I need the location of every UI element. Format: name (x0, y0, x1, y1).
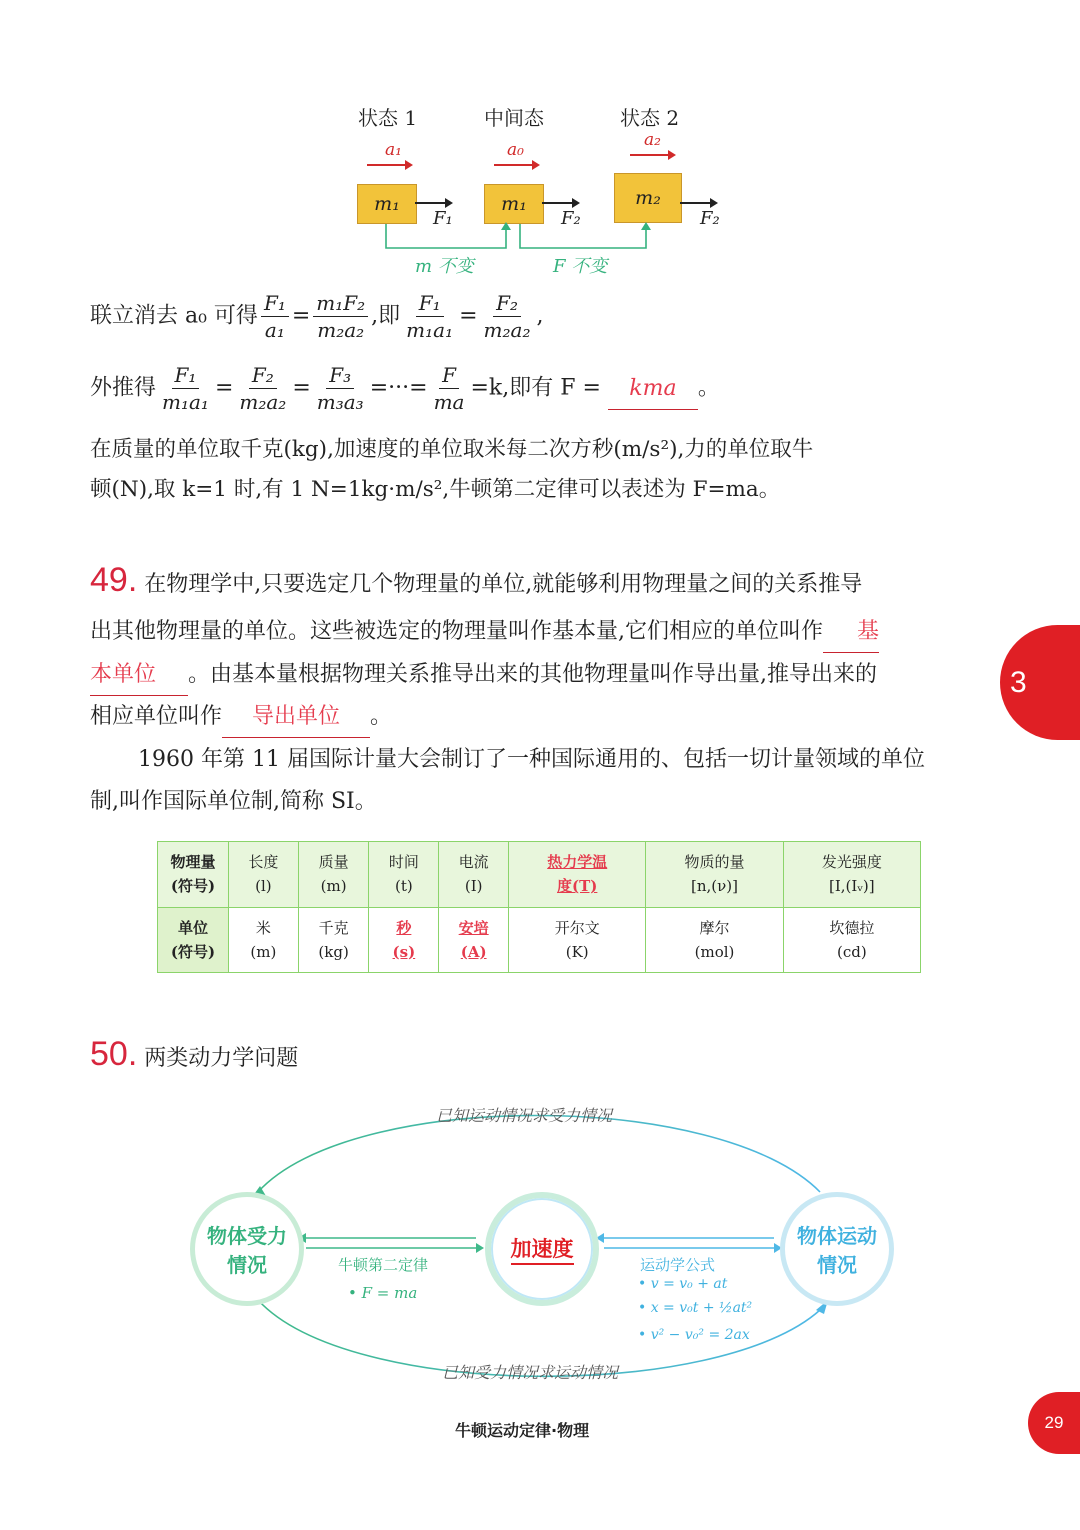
q49-para2-line-2: 制,叫作国际单位制,简称 SI。 (90, 789, 377, 814)
row-header-quantity: 物理量 (符号) (158, 842, 229, 908)
table-cell: 发光强度 [I,(Iᵥ)] (783, 842, 920, 908)
force-circle-line-2: 情况 (227, 1253, 267, 1277)
table-cell: 米 (m) (229, 907, 299, 973)
derivation-prefix-2: 外推得 (90, 375, 157, 401)
m-unchanged-label: m 不变 (415, 256, 474, 277)
derivation-prefix-1: 联立消去 a₀ 可得 (90, 303, 258, 329)
derivation-line-2: 外推得 $\frac{\text{F₁}}{\text{m₁a₁}}$ = $\frac{\text{F₂}}{\text{m₂a₂}}$ = $\frac{\text{F₃}}{\text{m₃a₃}}$ =···= $\frac{F}{ma}$ =k,即有 F = kma 。 (90, 363, 720, 414)
force-circle-line-1: 物体受力 (207, 1224, 287, 1248)
table-cell-filled: 秒 (s) (369, 907, 439, 973)
mass-label: m₁ (374, 193, 400, 215)
acceleration-label: 加速度 (511, 1233, 574, 1265)
mass-label: m₁ (501, 193, 527, 215)
force-situation-circle (190, 1192, 304, 1306)
table-cell: 坎德拉 (cd) (783, 907, 920, 973)
table-cell: 千克 (kg) (298, 907, 369, 973)
q49-line-4 (90, 697, 392, 738)
derivation-suffix: =k,即有 F = (470, 375, 601, 401)
q49-number: 49. (90, 561, 138, 599)
q50-heading (90, 1034, 298, 1079)
table-cell: 开尔文 (K) (509, 907, 646, 973)
top-arc-label: 已知运动情况求受力情况 (436, 1106, 613, 1125)
si-units-table (157, 841, 921, 973)
row-header-unit: 单位 (符号) (158, 907, 229, 973)
table-cell-filled: 热力学温 度(T) (509, 842, 646, 908)
q49-line-1 (90, 560, 862, 605)
motion-circle-line-1: 物体运动 (797, 1224, 877, 1248)
intermediate-state-label: 中间态 (484, 106, 544, 130)
derivation-line-1: 联立消去 a₀ 可得 $\frac{\text{F₁}}{\text{a₁}}$ = $\frac{\text{m₁F₂}}{\text{m₂a₂}}$ ,即 $\frac{\text{F₁}}{\text{m₁a₁}}$ = $\frac{\text{F₂}}{\text{m₂a₂}}$ , (90, 291, 544, 342)
accel-arrow-2 (628, 148, 678, 162)
table-cell: 电流 (I) (439, 842, 509, 908)
table-row (158, 907, 921, 973)
accel-label-2: a₂ (644, 130, 661, 150)
end-mark: 。 (697, 375, 720, 401)
accel-label-0: a₀ (507, 140, 524, 160)
q49-line-2 (90, 612, 879, 653)
derivation-para-2: 顿(N),取 k=1 时,有 1 N=1kg·m/s²,牛顿第二定律可以表述为 F=ma。 (90, 477, 781, 502)
q49-para2-line-1: 1960 年第 11 届国际计量大会制订了一种国际通用的、包括一切计量领域的单位 (138, 747, 925, 772)
block-m2-state2 (614, 173, 682, 223)
q49-text-3: 。由基本量根据物理关系推导出来的其他物理量叫作导出量,推导出来的 (188, 662, 877, 687)
q49-answer-1b: 本单位 (90, 655, 188, 696)
force-label-1: F₁ (433, 208, 453, 229)
block-m1-state1 (357, 184, 417, 224)
table-row (158, 842, 921, 908)
motion-situation-circle (780, 1192, 894, 1306)
motion-circle-line-2: 情况 (817, 1253, 857, 1277)
table-cell-filled: 安培 (A) (439, 907, 509, 973)
derivation-mid: ,即 (371, 303, 401, 329)
page-number: 29 (1028, 1392, 1080, 1454)
q50-title: 两类动力学问题 (144, 1046, 299, 1071)
acceleration-circle (485, 1192, 599, 1306)
f-unchanged-label: F 不变 (553, 256, 608, 277)
kinematics-formula-3: • v² − v₀² = 2ax (638, 1327, 750, 1343)
table-cell: 质量 (m) (298, 842, 369, 908)
derivation-para-1: 在质量的单位取千克(kg),加速度的单位取米每二次方秒(m/s²),力的单位取牛 (90, 437, 814, 462)
chapter-tab (1000, 625, 1080, 740)
q49-answer-2: 导出单位 (222, 697, 370, 738)
table-cell: 摩尔 (mol) (646, 907, 783, 973)
q49-text-4-end: 。 (370, 704, 393, 729)
q49-line-3 (90, 655, 877, 696)
kinematics-label: 运动学公式 (640, 1256, 716, 1274)
table-cell: 长度 (l) (229, 842, 299, 908)
kinematics-formula-2: • x = v₀t + ½at² (638, 1300, 753, 1316)
q49-text-2: 出其他物理量的单位。这些被选定的物理量叫作基本量,它们相应的单位叫作 (90, 619, 823, 644)
block-m1-intermediate (484, 184, 544, 224)
q49-text-1: 在物理学中,只要选定几个物理量的单位,就能够利用物理量之间的关系推导 (144, 572, 863, 597)
newton-formula: • F = ma (348, 1284, 418, 1302)
footer-title: 牛顿运动定律·物理 (455, 1421, 590, 1440)
table-cell: 时间 (t) (369, 842, 439, 908)
accel-arrow-1 (365, 158, 415, 172)
force-label-3: F₂ (700, 208, 720, 229)
accel-arrow-0 (492, 158, 542, 172)
state-2-label: 状态 2 (620, 106, 680, 130)
chapter-number: 3 (1010, 665, 1027, 699)
state-1-label: 状态 1 (358, 106, 418, 130)
accel-label-1: a₁ (385, 140, 402, 160)
q49-text-4: 相应单位叫作 (90, 704, 223, 729)
answer-kma: kma (608, 369, 698, 410)
table-cell: 物质的量 [n,(ν)] (646, 842, 783, 908)
q49-answer-1a: 基 (823, 612, 879, 653)
q50-number: 50. (90, 1035, 138, 1073)
kinematics-formula-1: • v = v₀ + at (638, 1276, 728, 1292)
green-brackets (380, 220, 660, 256)
bottom-arc-label: 已知受力情况求运动情况 (442, 1363, 619, 1382)
force-label-2: F₂ (561, 208, 581, 229)
mass-label: m₂ (635, 187, 661, 209)
newton-second-law-label: 牛顿第二定律 (338, 1256, 429, 1274)
